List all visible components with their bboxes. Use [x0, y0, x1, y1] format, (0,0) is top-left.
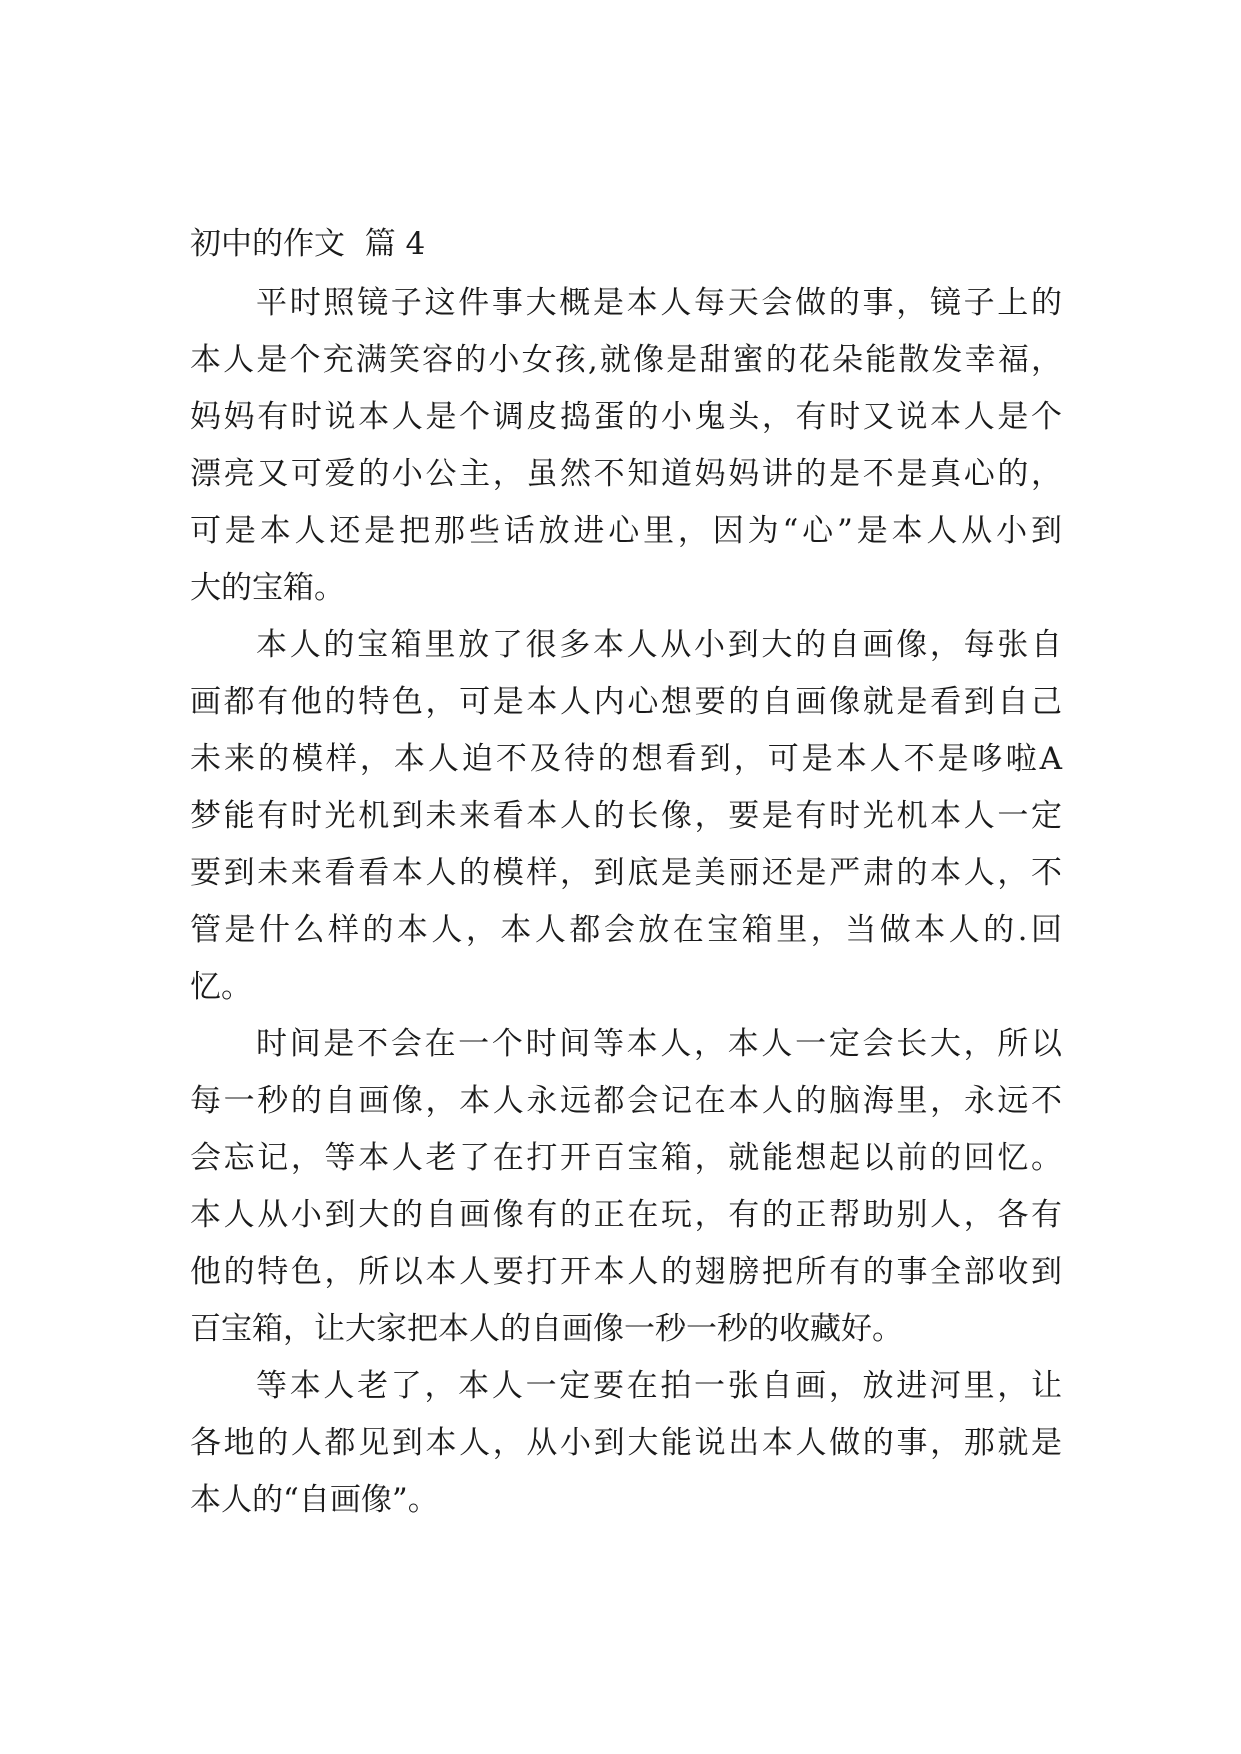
- paragraph-line: 管是什么样的本人，本人都会放在宝箱里，当做本人的.回: [190, 912, 1062, 948]
- paragraph-line: 本人从小到大的自画像有的正在玩，有的正帮助别人，各有: [190, 1197, 1062, 1233]
- document-body: [190, 218, 1062, 1529]
- paragraph-line: 漂亮又可爱的小公主，虽然不知道妈妈讲的是不是真心的，: [190, 456, 1062, 492]
- paragraph-1: [190, 275, 1062, 617]
- paragraph-line: 各地的人都见到本人，从小到大能说出本人做的事，那就是: [190, 1425, 1062, 1461]
- paragraph-line: 他的特色，所以本人要打开本人的翅膀把所有的事全部收到: [190, 1254, 1062, 1290]
- paragraph-3: [190, 1016, 1062, 1358]
- paragraph-line: 本人的宝箱里放了很多本人从小到大的自画像，每张自: [256, 627, 1062, 663]
- paragraph-line: 时间是不会在一个时间等本人，本人一定会长大，所以: [256, 1026, 1062, 1062]
- paragraph-line: 未来的模样，本人迫不及待的想看到，可是本人不是哆啦A: [190, 741, 1062, 777]
- paragraph-line: 大的宝箱。: [190, 570, 345, 606]
- paragraph-line: 梦能有时光机到未来看本人的长像，要是有时光机本人一定: [190, 798, 1062, 834]
- paragraph-line: 本人是个充满笑容的小女孩,就像是甜蜜的花朵能散发幸福，: [190, 342, 1062, 378]
- paragraph-line: 画都有他的特色，可是本人内心想要的自画像就是看到自己: [190, 684, 1062, 720]
- paragraph-2: [190, 617, 1062, 1016]
- paragraph-line: 平时照镜子这件事大概是本人每天会做的事，镜子上的: [256, 285, 1062, 321]
- paragraph-4: [190, 1358, 1062, 1529]
- document-title: 初中的作文 篇 4: [190, 226, 426, 262]
- paragraph-line: 会忘记，等本人老了在打开百宝箱，就能想起以前的回忆。: [190, 1140, 1062, 1176]
- paragraph-line: 可是本人还是把那些话放进心里，因为“心”是本人从小到: [190, 513, 1062, 549]
- paragraph-line: 忆。: [190, 969, 252, 1005]
- paragraph-line: 百宝箱，让大家把本人的自画像一秒一秒的收藏好。: [190, 1311, 903, 1347]
- paragraph-line: 每一秒的自画像，本人永远都会记在本人的脑海里，永远不: [190, 1083, 1062, 1119]
- paragraph-line: 等本人老了，本人一定要在拍一张自画，放进河里，让: [256, 1368, 1062, 1404]
- paragraph-line: 要到未来看看本人的模样，到底是美丽还是严肃的本人，不: [190, 855, 1062, 891]
- paragraph-line: 妈妈有时说本人是个调皮捣蛋的小鬼头，有时又说本人是个: [190, 399, 1062, 435]
- paragraph-line: 本人的“自画像”。: [190, 1482, 439, 1518]
